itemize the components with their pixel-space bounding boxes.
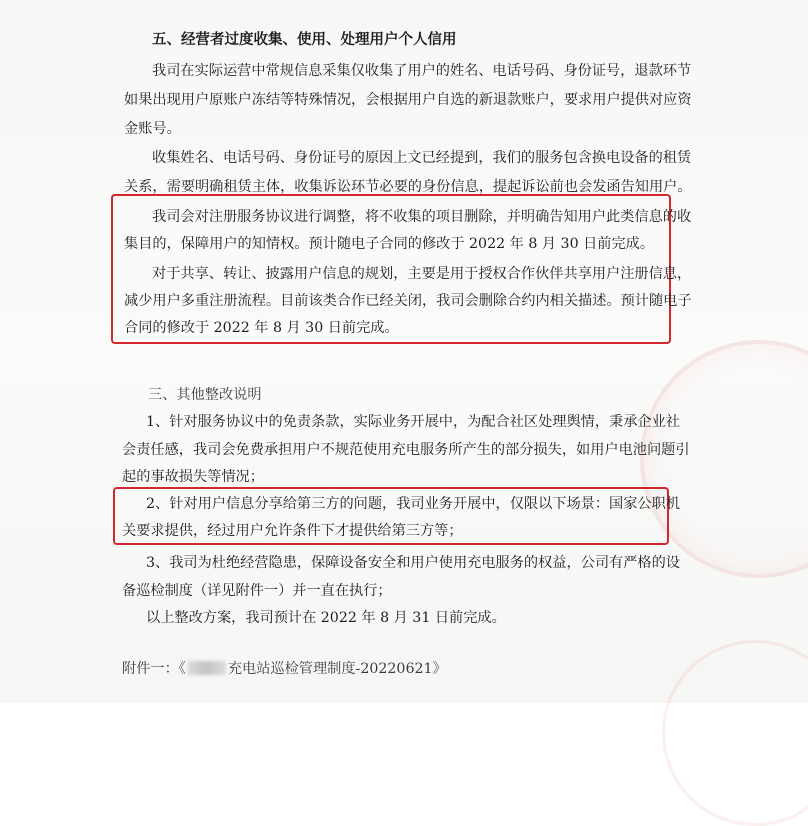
section5-heading: 五、经营者过度收集、使用、处理用户个人信用 [152,31,457,48]
list-item-line: 1、针对服务协议中的免责条款，实际业务开展中，为配合社区处理舆情，秉承企业社 [146,414,680,430]
paragraph-line: 金账号。 [124,121,181,137]
red-seal-watermark-lower [662,640,808,826]
paragraph-line: 减少用户多重注册流程。目前该类合作已经关闭，我司会删除合约内相关描述。预计随电子 [124,293,692,309]
paragraph-line: 集目的，保障用户的知情权。预计随电子合同的修改于 2022 年 8 月 30 日前完成。 [124,236,655,252]
paragraph-line: 合同的修改于 2022 年 8 月 30 日前完成。 [124,320,399,336]
attachment-line [122,659,447,679]
paragraph-line: 对于共享、转让、披露用户信息的规划，主要是用于授权合作伙伴共享用户注册信息， [152,266,692,282]
redacted-company-name [188,661,226,675]
closing-line: 以上整改方案，我司预计在 2022 年 8 月 31 日前完成。 [146,610,506,626]
attachment-name: 充电站巡检管理制度-20220621》 [227,661,447,677]
attachment-prefix: 附件一：《 [122,661,186,677]
list-item-line: 关要求提供，经过用户允许条件下才提供给第三方等； [122,523,463,539]
paragraph-line: 如果出现用户原账户冻结等特殊情况，会根据用户自选的新退款账户，要求用户提供对应资 [124,92,692,108]
section3-heading: 三、其他整改说明 [148,387,262,403]
list-item-line: 备巡检制度（详见附件一）并一直在执行； [122,583,392,599]
paragraph-line: 关系，需要明确租赁主体，收集诉讼环节必要的身份信息，提起诉讼前也会发函告知用户。 [124,179,692,195]
paragraph-line: 收集姓名、电话号码、身份证号的原因上文已经提到，我们的服务包含换电设备的租赁 [152,150,692,166]
paragraph-line: 我司会对注册服务协议进行调整，将不收集的项目删除，并明确告知用户此类信息的收 [152,209,692,225]
list-item-line: 2、针对用户信息分享给第三方的问题，我司业务开展中，仅限以下场景：国家公职机 [146,496,680,512]
paragraph-line: 我司在实际运营中常规信息采集仅收集了用户的姓名、电话号码、身份证号，退款环节 [152,63,692,79]
list-item-line: 起的事故损失等情况； [122,469,264,485]
list-item-line: 3、我司为杜绝经营隐患，保障设备安全和用户使用充电服务的权益，公司有严格的设 [146,555,680,571]
list-item-line: 会责任感，我司会免费承担用户不规范使用充电服务所产生的部分损失，如用户电池问题引 [122,442,690,458]
